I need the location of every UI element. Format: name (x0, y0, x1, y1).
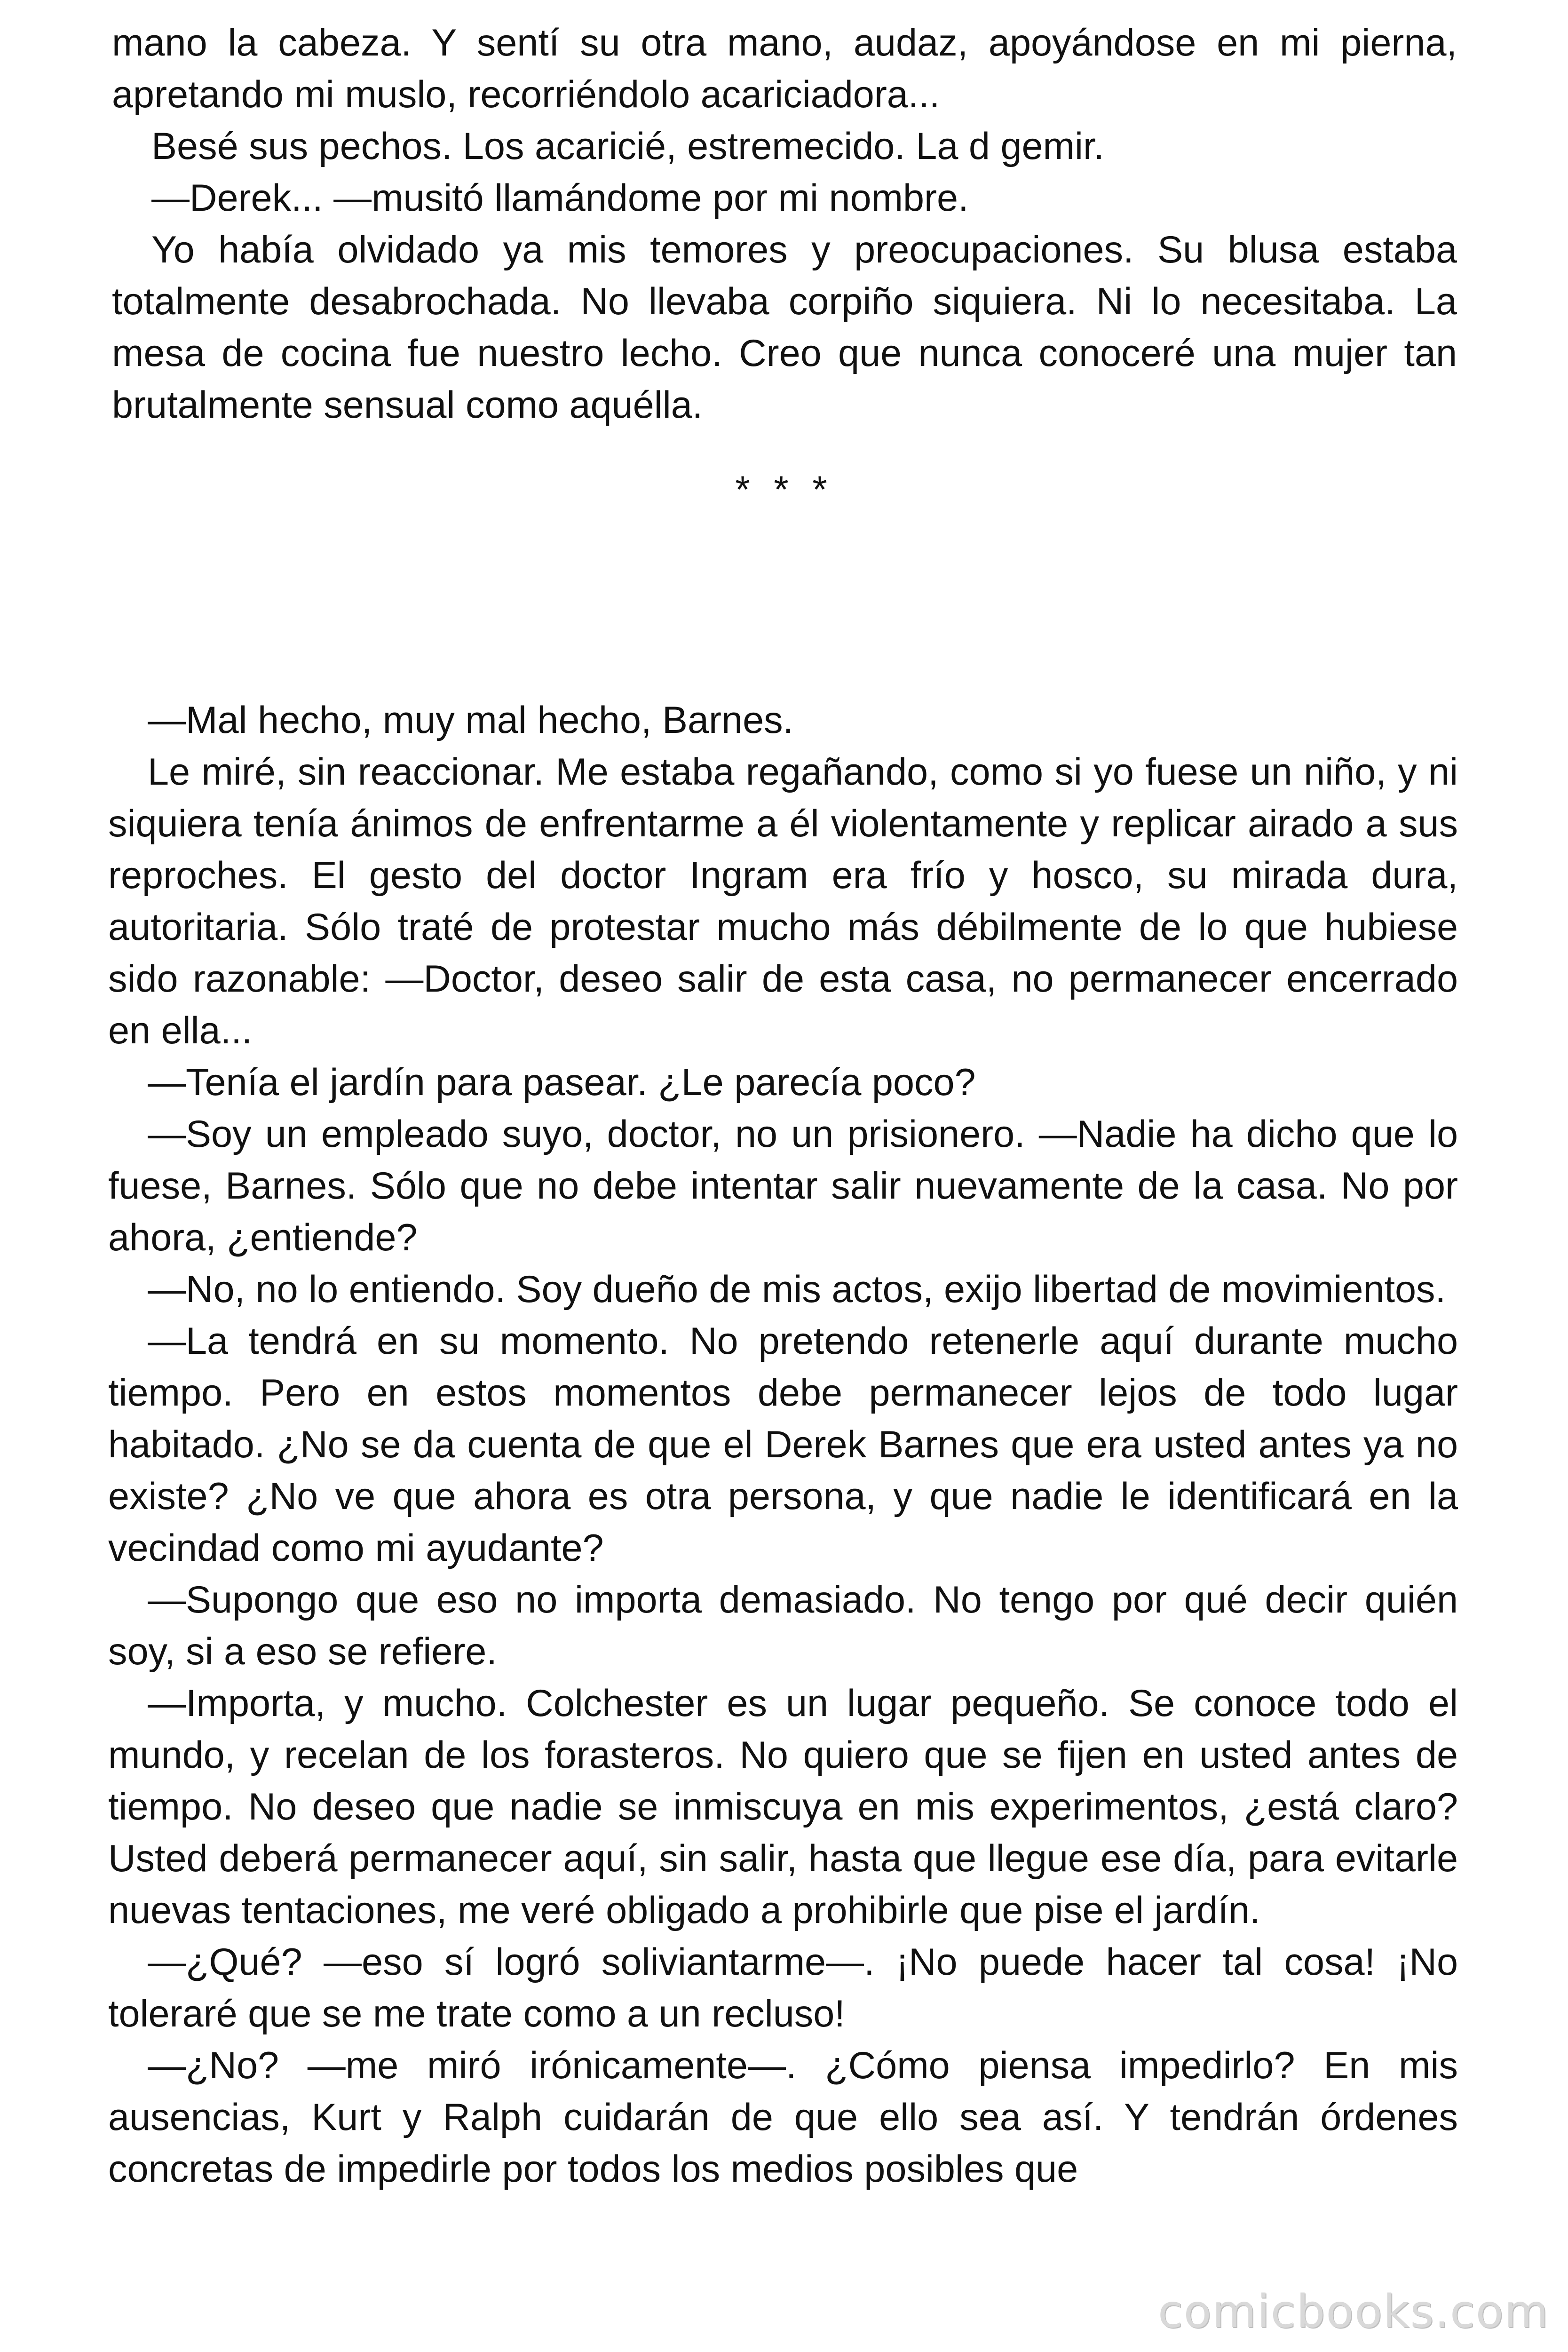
paragraph: —¿No? —me miró irónicamente—. ¿Cómo piensa impedirlo? En mis ausencias, Kurt y Ralph cuidarán de que ello sea así. Y tendrán órdenes concretas de impedirle por todos los medios posibles que (108, 2044, 1458, 2190)
paragraph: —Supongo que eso no importa demasiado. No tengo por qué decir quién soy, si a eso se refiere. (108, 1579, 1458, 1673)
paragraph: —Importa, y mucho. Colchester es un lugar pequeño. Se conoce todo el mundo, y recelan de los forasteros. No quiero que se fijen en usted antes de tiempo. No deseo que nadie se inmiscuya en mis experimentos, ¿está claro? Usted deberá permanecer aquí, sin salir, hasta que llegue ese día, para evitarle nuevas tentaciones, me veré obligado a prohibirle que pise el jardín. (108, 1682, 1458, 1931)
paragraph: —No, no lo entiendo. Soy dueño de mis actos, exijo libertad de movimientos. (148, 1268, 1446, 1311)
scene-separator: * * * (735, 469, 834, 511)
paragraph: Le miré, sin reaccionar. Me estaba regañando, como si yo fuese un niño, y ni siquiera tenía ánimos de enfrentarme a él violentamente y replicar airado a sus reproches. El gesto del doctor Ingram era frío y hosco, su mirada dura, autoritaria. Sólo traté de protestar mucho más débilmente de lo que hubiese sido razonable: —Doctor, deseo salir de esta casa, no permanecer encerrado en ella... (108, 751, 1458, 1052)
paragraph: —La tendrá en su momento. No pretendo retenerle aquí durante mucho tiempo. Pero en estos momentos debe permanecer lejos de todo lugar habitado. ¿No se da cuenta de que el Derek Barnes que era usted antes ya no existe? ¿No ve que ahora es otra persona, y que nadie le identificará en la vecindad como mi ayudante? (108, 1320, 1458, 1569)
paragraph: —¿Qué? —eso sí logró soliviantarme—. ¡No puede hacer tal cosa! ¡No toleraré que se me trate como a un recluso! (108, 1941, 1458, 2035)
paragraph: —Tenía el jardín para pasear. ¿Le parecía poco? (148, 1061, 976, 1104)
paragraph: mano la cabeza. Y sentí su otra mano, audaz, apoyándose en mi pierna, apretando mi muslo, recorriéndolo acariciadora... (112, 22, 1457, 116)
paragraph: —Soy un empleado suyo, doctor, no un prisionero. —Nadie ha dicho que lo fuese, Barnes. Sólo que no debe intentar salir nuevamente de la casa. No por ahora, ¿entiende? (108, 1113, 1458, 1259)
paragraph: Besé sus pechos. Los acaricié, estremecido. La d gemir. (151, 125, 1105, 167)
page-text-top (112, 17, 1457, 516)
page-text-bottom (108, 694, 1458, 2195)
paragraph: —Mal hecho, muy mal hecho, Barnes. (148, 699, 794, 741)
paragraph: Yo había olvidado ya mis temores y preocupaciones. Su blusa estaba totalmente desabrochada. No llevaba corpiño siquiera. Ni lo necesitaba. La mesa de cocina fue nuestro lecho. Creo que nunca conoceré una mujer tan brutalmente sensual como aquélla. (112, 229, 1457, 426)
watermark-logo: comicbooks.com (1157, 2285, 1549, 2338)
paragraph: —Derek... —musitó llamándome por mi nombre. (151, 177, 969, 219)
